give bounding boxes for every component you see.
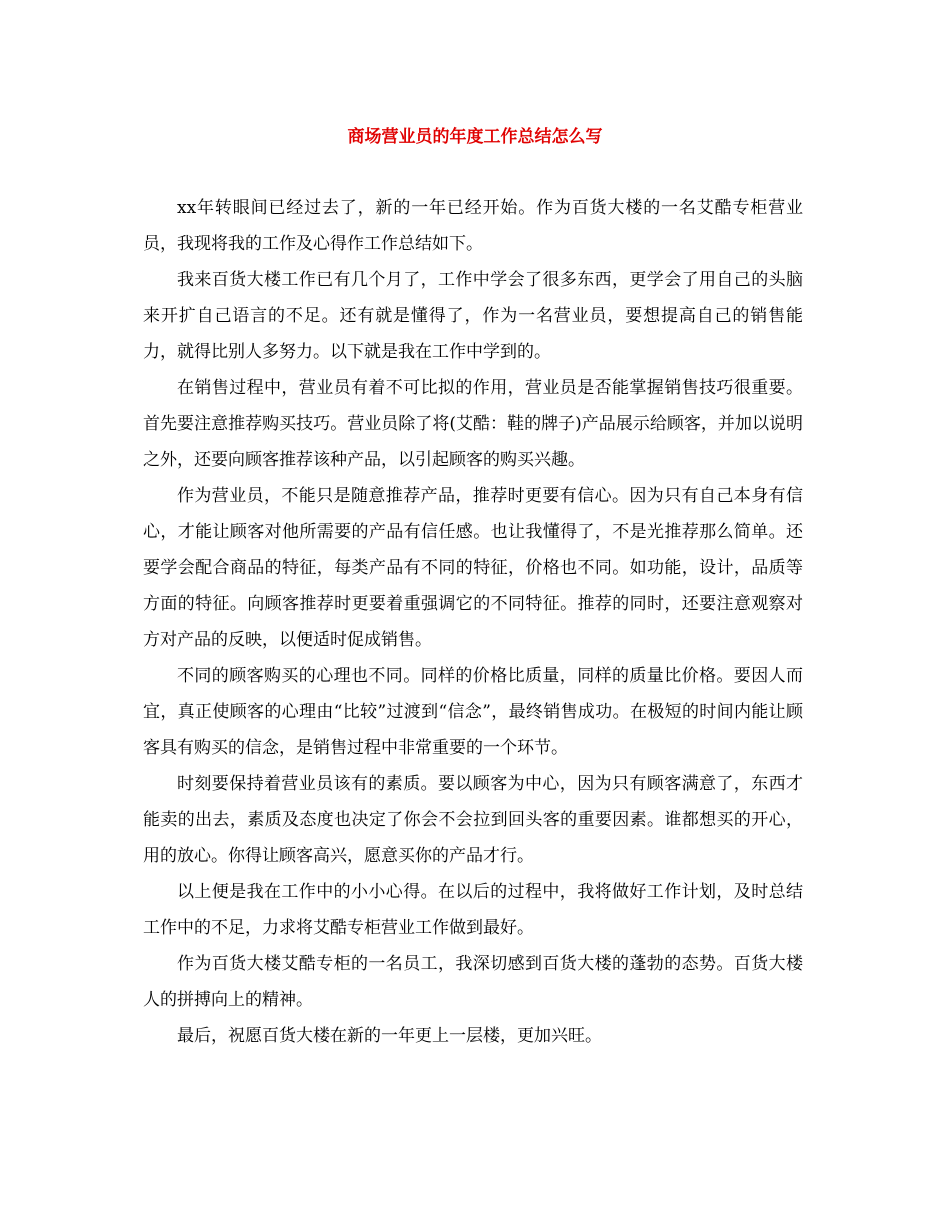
paragraph: 时刻要保持着营业员该有的素质。要以顾客为中心，因为只有顾客满意了，东西才能卖的出去，素质及态度也决定了你会不会拉到回头客的重要因素。谁都想买的开心，用的放心。你得让顾客高兴，愿意买你的产品才行。 (143, 774, 803, 866)
document-body (143, 190, 803, 1054)
paragraph: 在销售过程中，营业员有着不可比拟的作用，营业员是否能掌握销售技巧很重要。首先要注意推荐购买技巧。营业员除了将(艾酷：鞋的牌子)产品展示给顾客，并加以说明之外，还要向顾客推荐该种产品，以引起顾客的购买兴趣。 (143, 378, 803, 470)
paragraph: 以上便是我在工作中的小小心得。在以后的过程中，我将做好工作计划，及时总结工作中的不足，力求将艾酷专柜营业工作做到最好。 (143, 882, 803, 938)
paragraph: 作为百货大楼艾酷专柜的一名员工，我深切感到百货大楼的蓬勃的态势。百货大楼人的拼搏向上的精神。 (143, 954, 803, 1010)
document-title: 商场营业员的年度工作总结怎么写 (347, 127, 603, 147)
paragraph: xx年转眼间已经过去了，新的一年已经开始。作为百货大楼的一名艾酷专柜营业员，我现将我的工作及心得作工作总结如下。 (143, 198, 803, 254)
paragraph: 作为营业员，不能只是随意推荐产品，推荐时更要有信心。因为只有自己本身有信心，才能让顾客对他所需要的产品有信任感。也让我懂得了，不是光推荐那么简单。还要学会配合商品的特征，每类产品有不同的特征，价格也不同。如功能，设计，品质等方面的特征。向顾客推荐时更要着重强调它的不同特征。推荐的同时，还要注意观察对方对产品的反映，以便适时促成销售。 (143, 486, 803, 650)
paragraph: 不同的顾客购买的心理也不同。同样的价格比质量，同样的质量比价格。要因人而宜，真正使顾客的心理由“比较”过渡到“信念”，最终销售成功。在极短的时间内能让顾客具有购买的信念，是销售过程中非常重要的一个环节。 (143, 666, 803, 758)
paragraph: 我来百货大楼工作已有几个月了，工作中学会了很多东西，更学会了用自己的头脑来开扩自己语言的不足。还有就是懂得了，作为一名营业员，要想提高自己的销售能力，就得比别人多努力。以下就是我在工作中学到的。 (143, 270, 803, 362)
paragraph: 最后，祝愿百货大楼在新的一年更上一层楼，更加兴旺。 (177, 1026, 602, 1046)
